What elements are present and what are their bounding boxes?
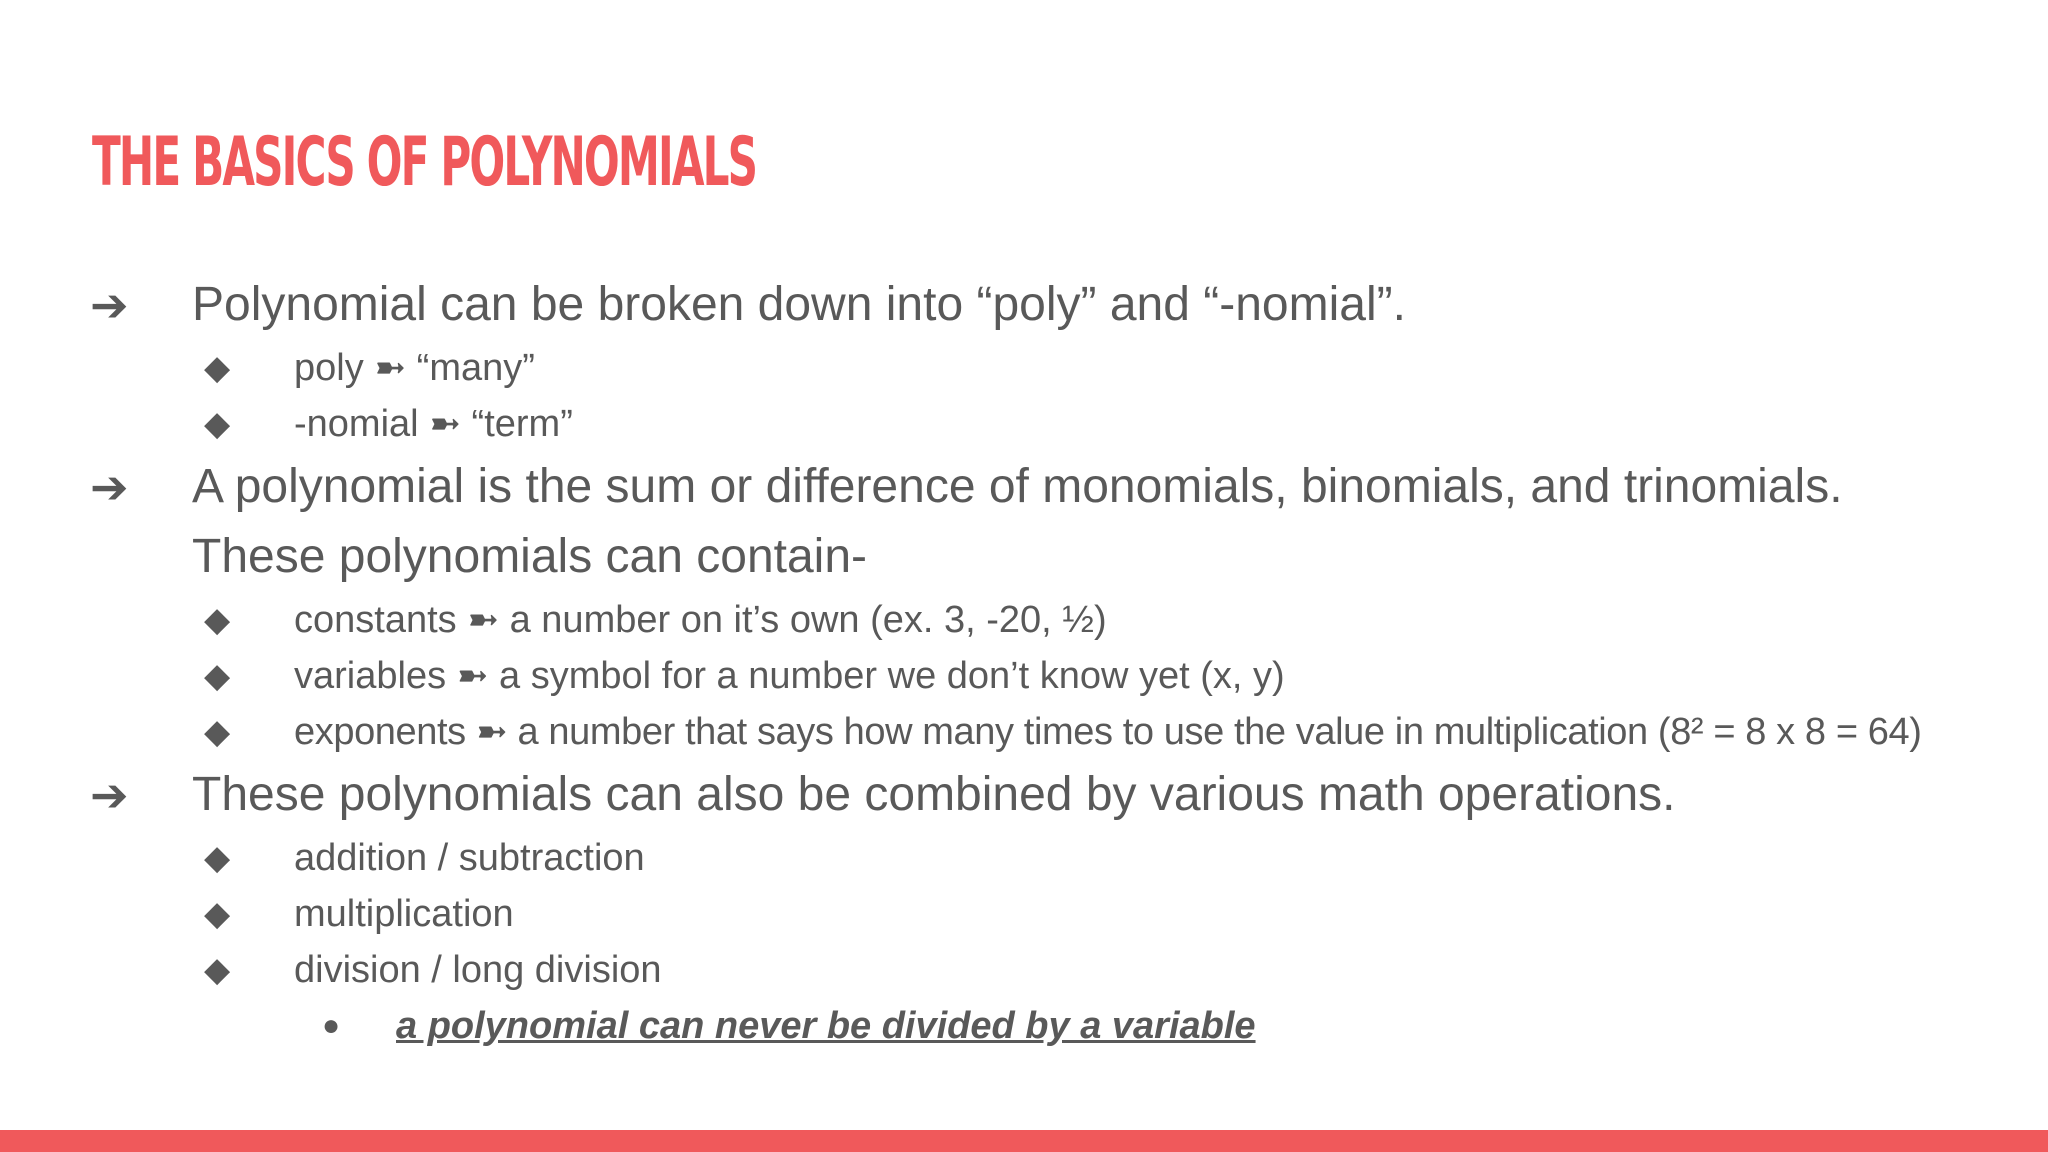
bullet-item-operations xyxy=(0,760,2048,830)
emphasized-note: a polynomial can never be divided by a variable xyxy=(396,1005,1256,1047)
bullet-text: Polynomial can be broken down into “poly” and “-nomial”. xyxy=(192,278,1406,331)
sub-bullet-addition xyxy=(0,830,2048,886)
arrow-right-icon: ➔ xyxy=(90,461,129,513)
arrow-right-icon: ➔ xyxy=(90,769,129,821)
sub-bullet-poly xyxy=(0,340,2048,396)
bullet-item-polynomial-definition-continued xyxy=(0,522,2048,592)
sub-bullet-text: addition / subtraction xyxy=(294,837,645,879)
diamond-bullet-icon: ◆ xyxy=(204,349,231,387)
sub-bullet-variables xyxy=(0,648,2048,704)
sub-bullet-text: -nomial ➼ “term” xyxy=(294,403,573,445)
sub-bullet-multiplication xyxy=(0,886,2048,942)
sub-bullet-exponents xyxy=(0,704,2048,760)
sub-bullet-text: exponents ➼ a number that says how many times to use the value in multiplication (8² = 8 x 8 = 64) xyxy=(294,711,1922,753)
sub-bullet-constants xyxy=(0,592,2048,648)
dot-bullet-icon: ● xyxy=(322,1009,341,1042)
diamond-bullet-icon: ◆ xyxy=(204,839,231,877)
bullet-item-poly-breakdown xyxy=(0,270,2048,340)
diamond-bullet-icon: ◆ xyxy=(204,657,231,695)
slide-body xyxy=(0,270,2048,1054)
bullet-text: These polynomials can contain- xyxy=(192,530,868,583)
sub-bullet-text: poly ➼ “many” xyxy=(294,347,535,389)
bullet-item-polynomial-definition xyxy=(0,452,2048,522)
bullet-text: A polynomial is the sum or difference of monomials, binomials, and trinomials. xyxy=(192,460,1843,513)
sub-bullet-division xyxy=(0,942,2048,998)
diamond-bullet-icon: ◆ xyxy=(204,601,231,639)
bullet-text: These polynomials can also be combined by various math operations. xyxy=(192,768,1676,821)
arrow-right-icon: ➔ xyxy=(90,279,129,331)
diamond-bullet-icon: ◆ xyxy=(204,895,231,933)
sub-bullet-text: variables ➼ a symbol for a number we don’t know yet (x, y) xyxy=(294,655,1285,697)
sub-sub-bullet-division-note xyxy=(0,998,2048,1054)
sub-bullet-text: constants ➼ a number on it’s own (ex. 3, -20, ½) xyxy=(294,599,1107,641)
sub-bullet-text: multiplication xyxy=(294,893,514,935)
slide-title: THE BASICS OF POLYNOMIALS xyxy=(92,123,757,202)
accent-footer-bar xyxy=(0,1130,2048,1152)
diamond-bullet-icon: ◆ xyxy=(204,713,231,751)
sub-bullet-nomial xyxy=(0,396,2048,452)
diamond-bullet-icon: ◆ xyxy=(204,405,231,443)
sub-bullet-text: division / long division xyxy=(294,949,662,991)
diamond-bullet-icon: ◆ xyxy=(204,951,231,989)
